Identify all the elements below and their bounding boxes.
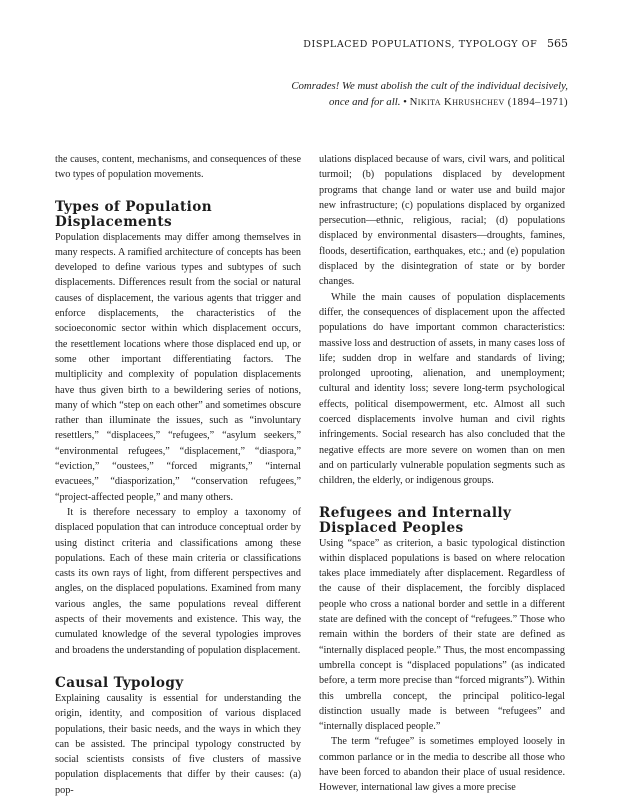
epigraph-quote-line-2: once and for all. [329,96,401,108]
heading-causal-typology: Causal Typology [55,674,184,691]
refugees-paragraph-2: The term “refugee” is sometimes employed loosely in common parlance or in the media to describe all those who have been forced to abandon their place of usual residence. However, international law gives a more precise [319,736,565,794]
epigraph-author: Nikita Khrushchev (1894–1971) [409,96,568,108]
epigraph [188,78,568,110]
epigraph-quote-line-1: Comrades! We must abolish the cult of the individual decisively, [291,80,568,92]
left-column [55,152,301,798]
types-paragraph-1: Population displacements may differ among themselves in many respects. A ramified architecture of concepts has been developed to define various types and subtypes of such displacements. Differences result from the social or natural causes of displacement, the various agents that trigger and enforce displacements, the characteristics of the socioeconomic sector within which displacement occurs, the resettlement locations where those displaced end up, or some other important differentiating factors. The multiplicity and complexity of population displacements have thus given birth to a bewildering series of notions, many of which “step on each other” and sometimes obscure rather than illuminate the issues, such as “involuntary resettlers,” “displacees,” “refugees,” “asylum seekers,” “environmental refugees,” “displacement,” “diaspora,” “eviction,” “oustees,” “forced migrants,” “internal evacuees,” “diasporization,” “conservation refugees,” “project-affected people,” and many others. [55,231,301,503]
types-paragraph-2: It is therefore necessary to employ a taxonomy of displaced population that can introduce conceptual order by using distinct criteria and classifications among these populations. Each of these main criteria or classifications casts its own rays of light, from different perspectives and angles, on the displaced populations. Examined from many various angles, the same populations reveal different aspects of their movements and existence. This way, the cumulated knowledge of the several typologies improves and broadens the understanding of population displacement. [55,506,301,656]
epigraph-line-2 [188,94,568,110]
right-column [319,152,565,796]
refugees-paragraph-1: Using “space” as criterion, a basic typological distinction within displaced populations is based on where relocation takes place immediately after displacement. Regardless of the cause of their displacement, the forcibly displaced people who cross a national border and settle in a different state are defined with the concept of “refugees.” Those who remain within the borders of their state are defined as “internally displaced people.” Thus, the most encompassing umbrella concept is “displaced populations” (as indicated before, a term more precise than “forced migrants”). Within this umbrella concept, the principal politico-legal distinction usually made is between “refugees” and “internally displaced people.” [319,537,565,733]
causal-paragraph-1: Explaining causality is essential for understanding the origin, identity, and composition of various displaced populations, their basic needs, and the ways in which they can be assisted. The principal typology constructed by social scientists consists of five clusters of massive population displacements that differ by their causes: (a) pop- [55,692,301,796]
heading-types-of-population-displacements: Types of Population Displacements [55,198,212,230]
page-number: 565 [547,37,568,50]
intro-paragraph: the causes, content, mechanisms, and consequences of these two types of population movements. [55,154,301,181]
bullet-separator: • [403,96,407,108]
running-header [303,38,568,51]
running-title: DISPLACED POPULATIONS, TYPOLOGY OF [303,39,538,50]
continued-paragraph: ulations displaced because of wars, civil wars, and political turmoil; (b) populations displaced by development programs that change land or water use and build major new infrastructure; (c) populations displaced by organized persecution—ethnic, religious, racial; (d) populations displaced by environmental disasters—droughts, famines, floods, desertification, earthquakes, etc.; and (e) population displaced by the disintegration of state or by border changes. [319,154,565,288]
heading-refugees-and-idps: Refugees and Internally Displaced Peoples [319,504,512,536]
main-causes-paragraph: While the main causes of population displacements differ, the consequences of displacement upon the affected populations do have important common characteristics: massive loss and destruction of assets, in many cases loss of life; sudden drop in welfare and standards of living; prolonged uprooting, alienation, and unemployment; cultural and identity loss; severe long-term psychological effects, political disempowerment, etc. Almost all such coerced displacements involve human and civil rights infringements. Social research has also concluded that the negative effects are more severe on women than on men and on particularly vulnerable population segments such as children, the elderly, or indigenous groups. [319,291,565,487]
